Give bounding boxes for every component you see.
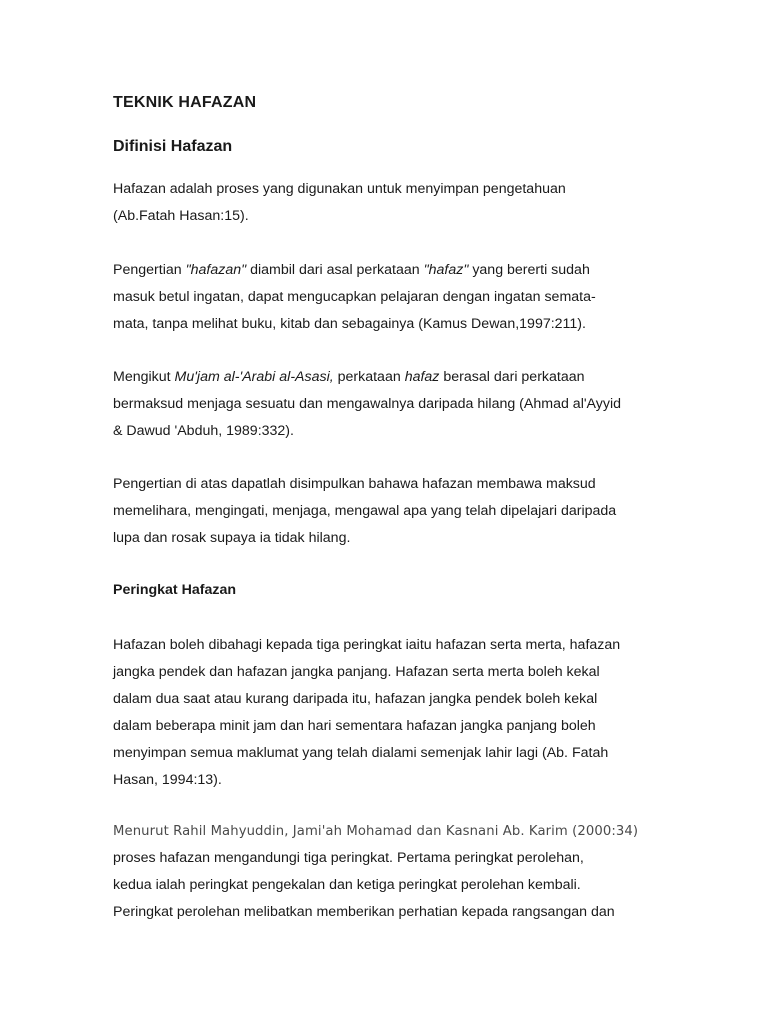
paragraph-conclusion [113, 471, 616, 552]
paragraph-line: jangka pendek dan hafazan jangka panjang. Hafazan serta merta boleh kekal [113, 664, 600, 680]
text-run: berasal dari perkataan [439, 369, 585, 385]
paragraph-line: mata, tanpa melihat buku, kitab dan sebagainya (Kamus Dewan,1997:211). [113, 316, 586, 332]
paragraph-line: dalam dua saat atau kurang daripada itu, hafazan jangka pendek boleh kekal [113, 691, 598, 707]
paragraph-line: proses hafazan mengandungi tiga peringkat. Pertama peringkat perolehan, [113, 850, 584, 866]
paragraph-line: lupa dan rosak supaya ia tidak hilang. [113, 530, 351, 546]
section-title-levels: Peringkat Hafazan [113, 582, 236, 598]
paragraph-line: memelihara, mengingati, menjaga, mengawal apa yang telah dipelajari daripada [113, 503, 617, 519]
italic-term: "hafazan" [185, 262, 247, 278]
text-run: diambil dari asal perkataan [246, 262, 424, 278]
paragraph-line: (Ab.Fatah Hasan:15). [113, 208, 249, 224]
paragraph-line: kedua ialah peringkat pengekalan dan ketiga peringkat perolehan kembali. [113, 877, 581, 893]
text-run: Mengikut [113, 369, 175, 385]
paragraph-line-citation: Menurut Rahil Mahyuddin, Jami'ah Mohamad dan Kasnani Ab. Karim (2000:34) [113, 824, 639, 839]
paragraph-line: bermaksud menjaga sesuatu dan mengawalnya daripada hilang (Ahmad al'Ayyid [113, 396, 621, 412]
paragraph-arabic-dictionary [113, 364, 621, 445]
paragraph-line: masuk betul ingatan, dapat mengucapkan pelajaran dengan ingatan semata- [113, 289, 596, 305]
paragraph-meaning [113, 257, 596, 338]
text-run: yang bererti sudah [468, 262, 590, 278]
text-run: Pengertian [113, 262, 186, 278]
paragraph-process-stages [113, 818, 638, 926]
paragraph-line [113, 257, 596, 284]
text-run: perkataan [333, 369, 405, 385]
paragraph-line: dalam beberapa minit jam dan hari sementara hafazan jangka panjang boleh [113, 718, 596, 734]
paragraph-line: Pengertian di atas dapatlah disimpulkan bahawa hafazan membawa maksud [113, 476, 596, 492]
italic-term: Mu'jam al-'Arabi al-Asasi, [174, 369, 334, 385]
paragraph-levels [113, 632, 620, 794]
paragraph-line: Peringkat perolehan melibatkan memberikan perhatian kepada rangsangan dan [113, 904, 615, 920]
italic-term: "hafaz" [423, 262, 469, 278]
paragraph-line [113, 364, 621, 391]
italic-term: hafaz [404, 369, 440, 385]
paragraph-definition [113, 176, 566, 230]
paragraph-line: Hasan, 1994:13). [113, 772, 222, 788]
paragraph-line: & Dawud 'Abduh, 1989:332). [113, 423, 294, 439]
section-title-definition: Difinisi Hafazan [113, 138, 233, 155]
paragraph-line: Hafazan adalah proses yang digunakan untuk menyimpan pengetahuan [113, 181, 566, 197]
document-title: TEKNIK HAFAZAN [113, 94, 257, 111]
paragraph-line: menyimpan semua maklumat yang telah dialami semenjak lahir lagi (Ab. Fatah [113, 745, 609, 761]
paragraph-line: Hafazan boleh dibahagi kepada tiga peringkat iaitu hafazan serta merta, hafazan [113, 637, 621, 653]
